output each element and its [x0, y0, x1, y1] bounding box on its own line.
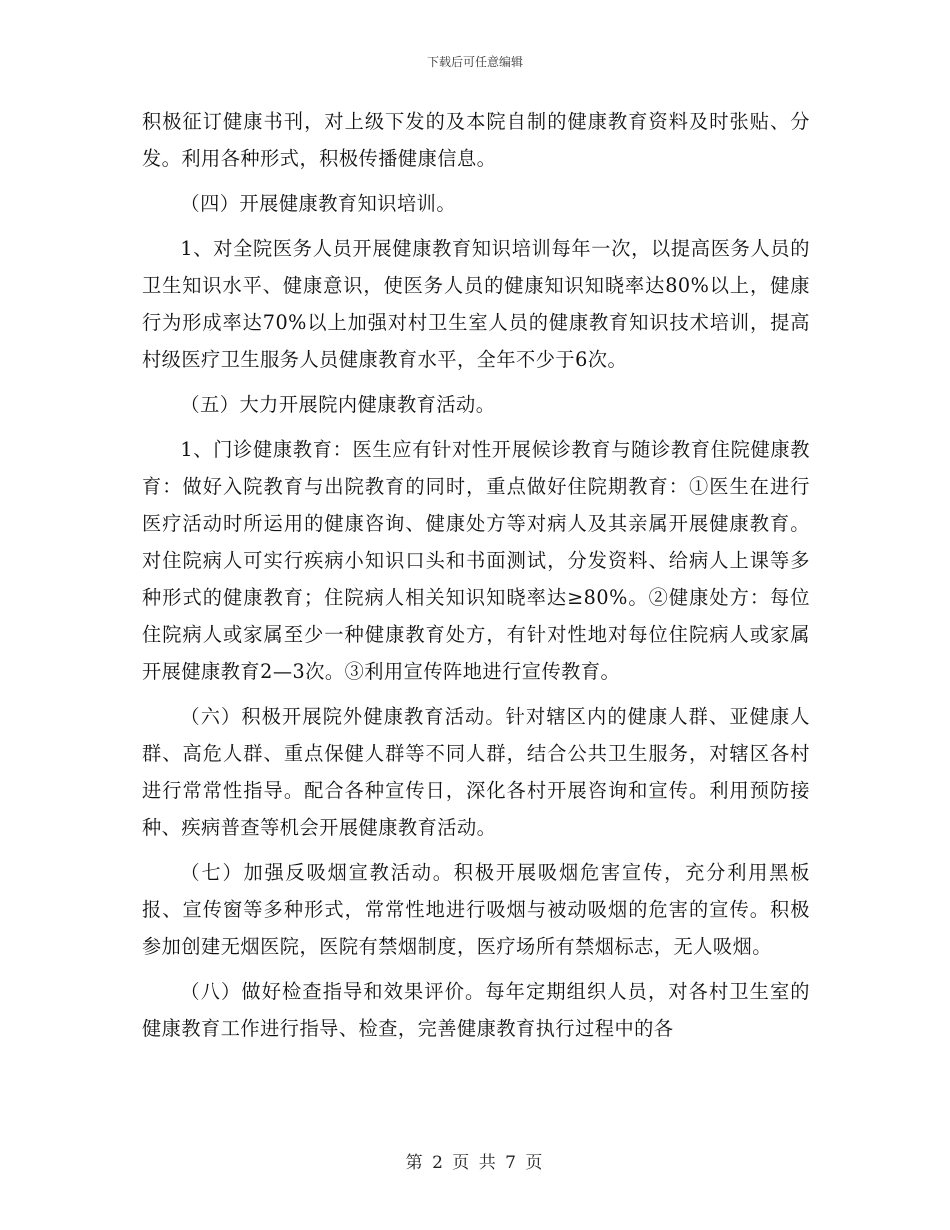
paragraph-section-8: （八）做好检查指导和效果评价。每年定期组织人员，对各村卫生室的健康教育工作进行指导、检查，完善健康教育执行过程中的各 — [142, 980, 810, 1040]
paragraph-section-7: （七）加强反吸烟宣教活动。积极开展吸烟危害宣传，充分利用黑板报、宣传窗等多种形式，常常性地进行吸烟与被动吸烟的危害的宣传。积极参加创建无烟医院，医院有禁烟制度，医疗场所有禁烟标志，无人吸烟。 — [142, 861, 810, 958]
page-header-note: 下载后可任意编辑 — [426, 55, 523, 69]
paragraph-section-6: （六）积极开展院外健康教育活动。针对辖区内的健康人群、亚健康人群、高危人群、重点保健人群等不同人群，结合公共卫生服务，对辖区各村进行常常性指导。配合各种宣传日，深化各村开展咨询和宣传。利用预防接种、疾病普查等机会开展健康教育活动。 — [142, 705, 810, 839]
paragraph-outpatient-education: 1、门诊健康教育：医生应有针对性开展候诊教育与随诊教育住院健康教育：做好入院教育与出院教育的同时，重点做好住院期教育：①医生在进行医疗活动时所运用的健康咨询、健康处方等对病人及其亲属开展健康教育。对住院病人可实行疾病小知识口头和书面测试，分发资料、给病人上课等多种形式的健康教育；住院病人相关知识知晓率达≥80%。②健康处方：每位住院病人或家属至少一种健康教育处方，有针对性地对每位住院病人或家属开展健康教育2—3次。③利用宣传阵地进行宣传教育。 — [142, 438, 810, 683]
section-heading-4: （四）开展健康教育知识培训。 — [180, 192, 457, 215]
paragraph-continued: 积极征订健康书刊，对上级下发的及本院自制的健康教育资料及时张贴、分发。利用各种形式，积极传播健康信息。 — [142, 110, 810, 170]
document-body — [142, 103, 810, 1055]
page-number-footer: 第 2 页 共 7 页 — [405, 1153, 545, 1173]
paragraph-training: 1、对全院医务人员开展健康教育知识培训每年一次，以提高医务人员的卫生知识水平、健康意识，使医务人员的健康知识知晓率达80%以上，健康行为形成率达70%以上加强对村卫生室人员的健康教育知识技术培训，提高村级医疗卫生服务人员健康教育水平，全年不少于6次。 — [142, 237, 810, 371]
section-heading-5: （五）大力开展院内健康教育活动。 — [180, 393, 496, 416]
